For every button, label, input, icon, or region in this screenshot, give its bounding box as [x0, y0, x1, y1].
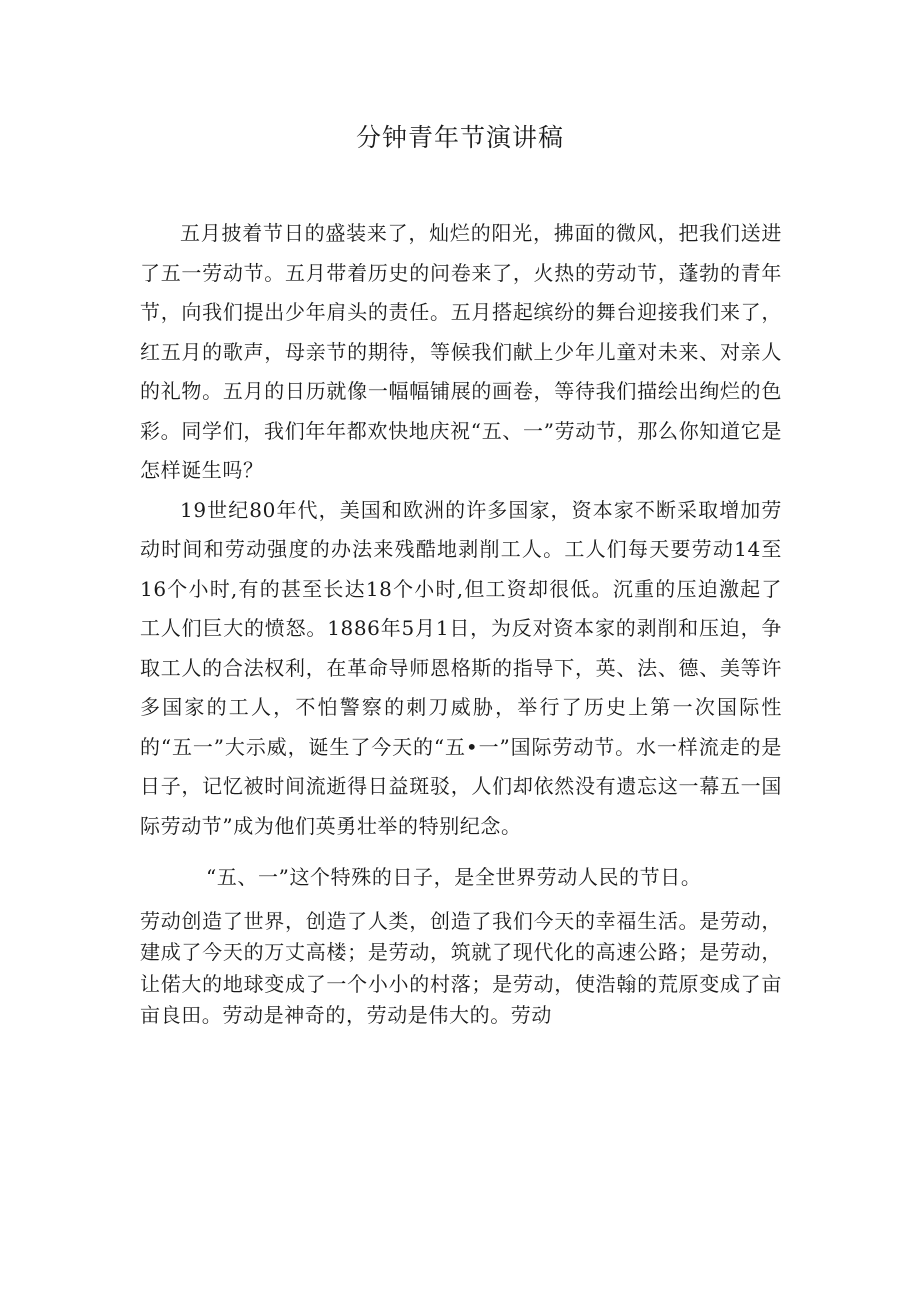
document-body	[140, 214, 782, 1032]
paragraph-history: 19世纪80年代，美国和欧洲的许多国家，资本家不断采取增加劳动时间和劳动强度的办法来残酷地剥削工人。工人们每天要劳动14至16个小时,有的甚至长达18个小时,但工资却很低。沉重的压迫激起了工人们巨大的愤怒。1886年5月1日，为反对资本家的剥削和压迫，争取工人的合法权利，在革命导师恩格斯的指导下，英、法、德、美等许多国家的工人，不怕警察的刺刀威胁，举行了历史上第一次国际性的“五一”大示威，诞生了今天的“五•一”国际劳动节。水一样流走的是日子，记忆被时间流逝得日益斑驳，人们却依然没有遗忘这一幕五一国际劳动节”成为他们英勇壮举的特别纪念。	[140, 497, 782, 838]
document-title: 分钟青年节演讲稿	[355, 123, 564, 152]
paragraph-special-day: “五、一”这个特殊的日子，是全世界劳动人民的节日。	[206, 865, 702, 889]
paragraph-intro: 五月披着节日的盛装来了，灿烂的阳光，拂面的微风，把我们送进了五一劳动节。五月带着历史的问卷来了，火热的劳动节，蓬勃的青年节，向我们提出少年肩头的责任。五月搭起缤纷的舞台迎接我们来了，红五月的歌声，母亲节的期待，等候我们献上少年儿童对未来、对亲人的礼物。五月的日历就像一幅幅铺展的画卷，等待我们描绘出绚烂的色彩。同学们，我们年年都欢快地庆祝“五、一”劳动节，那么你知道它是怎样诞生吗？	[140, 221, 782, 482]
paragraph-labor: 劳动创造了世界，创造了人类，创造了我们今天的幸福生活。是劳动，建成了今天的万丈高楼；是劳动，筑就了现代化的高速公路；是劳动，让偌大的地球变成了一个小小的村落；是劳动，使浩翰的荒原变成了亩亩良田。劳动是神奇的，劳动是伟大的。劳动	[140, 908, 782, 1027]
